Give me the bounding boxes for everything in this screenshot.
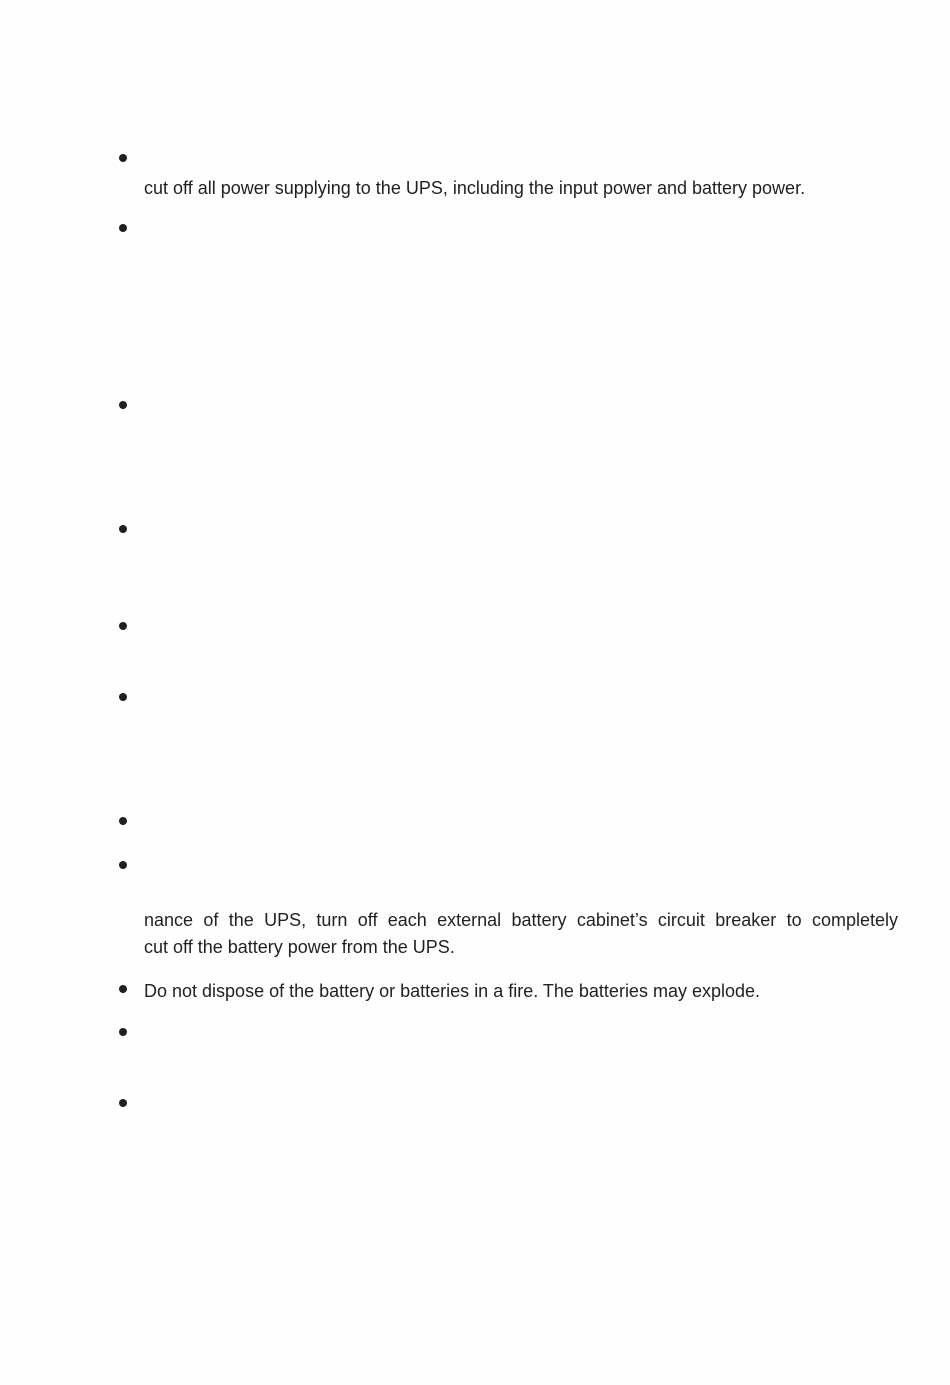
bullet-point (119, 224, 127, 232)
bullet-point (119, 154, 127, 162)
bullet-point (119, 1028, 127, 1036)
item-text-line: cut off the battery power from the UPS. (144, 937, 455, 957)
item-text-line: nance of the UPS, turn off each external battery cabinet’s circuit breaker to completely (144, 910, 898, 930)
bullet-point (119, 693, 127, 701)
item-text-line: Do not dispose of the battery or batteries in a fire. The batteries may explode. (144, 981, 761, 1001)
bullet-point (119, 985, 127, 993)
bullet-point (119, 817, 127, 825)
bullet-point (119, 525, 127, 533)
item-text-line: cut off all power supplying to the UPS, including the input power and battery power. (144, 178, 806, 198)
bullet-point (119, 1099, 127, 1107)
bullet-point (119, 401, 127, 409)
bullet-point (119, 622, 127, 630)
bullet-point (119, 861, 127, 869)
